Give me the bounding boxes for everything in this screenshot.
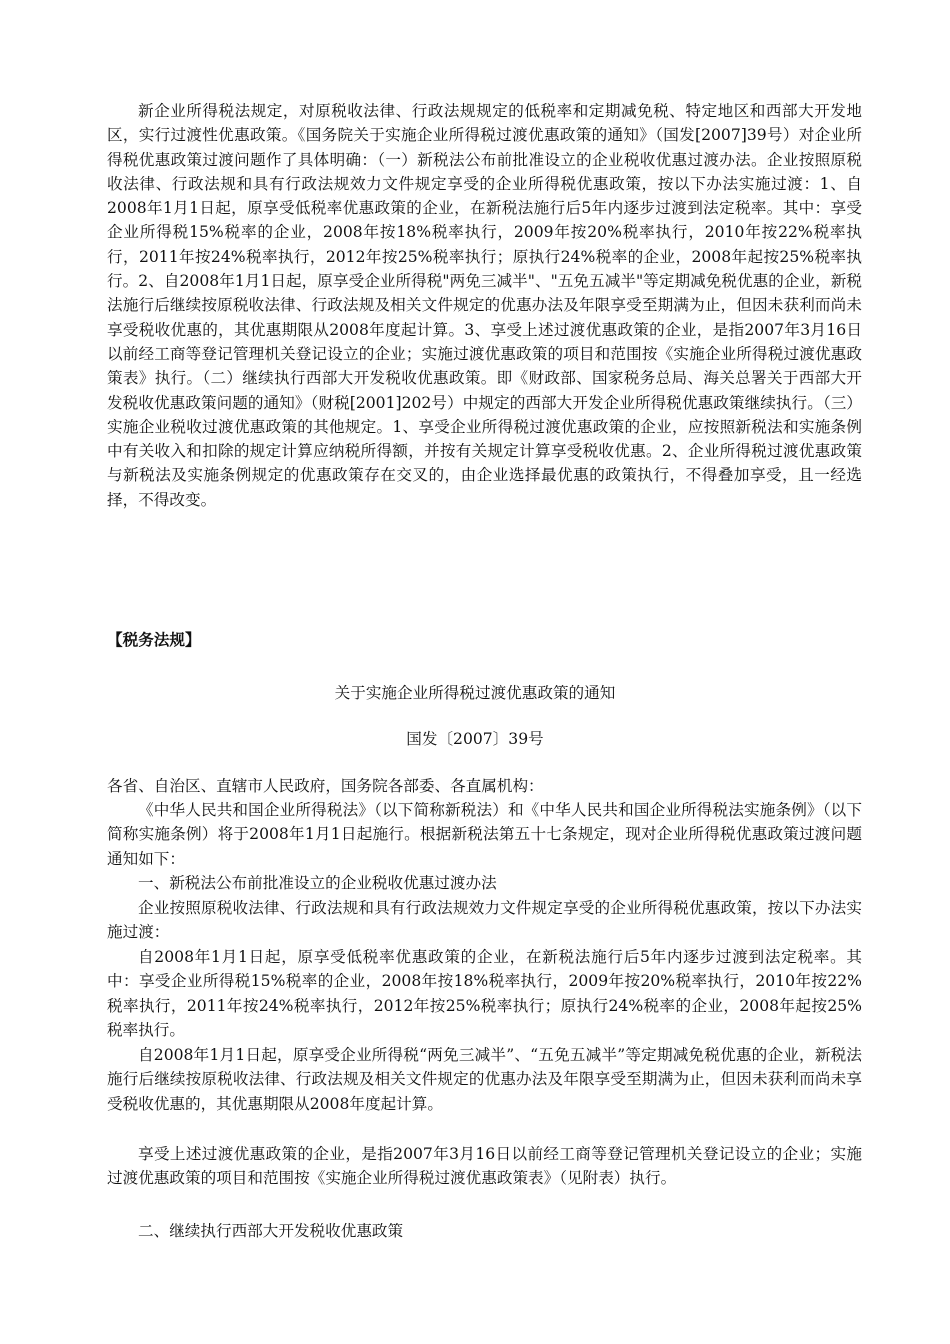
notice-title: 关于实施企业所得税过渡优惠政策的通知	[334, 684, 616, 702]
body-paragraph-1: 《中华人民共和国企业所得税法》（以下简称新税法）和《中华人民共和国企业所得税法实施条例》（以下简称实施条例）将于2008年1月1日起施行。根据新税法第五十七条规定，现对企业所得税优惠政策过渡问题通知如下：	[107, 801, 862, 868]
addressee: 各省、自治区、直辖市人民政府，国务院各部委、各直属机构：	[107, 777, 544, 795]
notice-number: 国发〔2007〕39号	[406, 730, 544, 748]
body-paragraph-5: 享受上述过渡优惠政策的企业，是指2007年3月16日以前经工商等登记管理机关登记设立的企业；实施过渡优惠政策的项目和范围按《实施企业所得税过渡优惠政策表》（见附表）执行。	[107, 1145, 862, 1188]
body-paragraph-4: 自2008年1月1日起，原享受企业所得税“两免三减半”、“五免五减半”等定期减免税优惠的企业，新税法施行后继续按原税收法律、行政法规及相关文件规定的优惠办法及年限享受至期满为止，但因未获利而尚未享受税收优惠的，其优惠期限从2008年度起计算。	[107, 1046, 862, 1113]
body-paragraph-2: 企业按照原税收法律、行政法规和具有行政法规效力文件规定享受的企业所得税优惠政策，按以下办法实施过渡：	[107, 899, 862, 942]
body-paragraph-3: 自2008年1月1日起，原享受低税率优惠政策的企业，在新税法施行后5年内逐步过渡到法定税率。其中：享受企业所得税15%税率的企业，2008年按18%税率执行，2009年按20%税率执行，2010年按22%税率执行，2011年按24%税率执行，2012年按25%税率执行；原执行24%税率的企业，2008年起按25%税率执行。	[107, 948, 862, 1039]
intro-paragraph: 新企业所得税法规定，对原税收法律、行政法规规定的低税率和定期减免税、特定地区和西部大开发地区，实行过渡性优惠政策。《国务院关于实施企业所得税过渡优惠政策的通知》（国发[2007]39号）对企业所得税优惠政策过渡问题作了具体明确：（一）新税法公布前批准设立的企业税收优惠过渡办法。企业按照原税收法律、行政法规和具有行政法规效力文件规定享受的企业所得税优惠政策，按以下办法实施过渡：1、自2008年1月1日起，原享受低税率优惠政策的企业，在新税法施行后5年内逐步过渡到法定税率。其中：享受企业所得税15%税率的企业，2008年按18%税率执行，2009年按20%税率执行，2010年按22%税率执行，2011年按24%税率执行，2012年按25%税率执行；原执行24%税率的企业，2008年起按25%税率执行。2、自2008年1月1日起，原享受企业所得税"两免三减半"、"五免五减半"等定期减免税优惠的企业，新税法施行后继续按原税收法律、行政法规及相关文件规定的优惠办法及年限享受至期满为止，但因未获利而尚未享受税收优惠的，其优惠期限从2008年度起计算。3、享受上述过渡优惠政策的企业，是指2007年3月16日以前经工商等登记管理机关登记设立的企业；实施过渡优惠政策的项目和范围按《实施企业所得税过渡优惠政策表》执行。（二）继续执行西部大开发税收优惠政策。即《财政部、国家税务总局、海关总署关于西部大开发税收优惠政策问题的通知》（财税[2001]202号）中规定的西部大开发企业所得税优惠政策继续执行。（三）实施企业税收过渡优惠政策的其他规定。1、享受企业所得税过渡优惠政策的企业，应按照新税法和实施条例中有关收入和扣除的规定计算应纳税所得额，并按有关规定计算享受税收优惠。2、企业所得税过渡优惠政策与新税法及实施条例规定的优惠政策存在交叉的，由企业选择最优惠的政策执行，不得叠加享受，且一经选择，不得改变。	[107, 102, 862, 509]
section-two-heading: 二、继续执行西部大开发税收优惠政策	[138, 1222, 404, 1240]
section-heading: 【税务法规】	[107, 631, 201, 649]
section-one-heading: 一、新税法公布前批准设立的企业税收优惠过渡办法	[138, 874, 497, 892]
